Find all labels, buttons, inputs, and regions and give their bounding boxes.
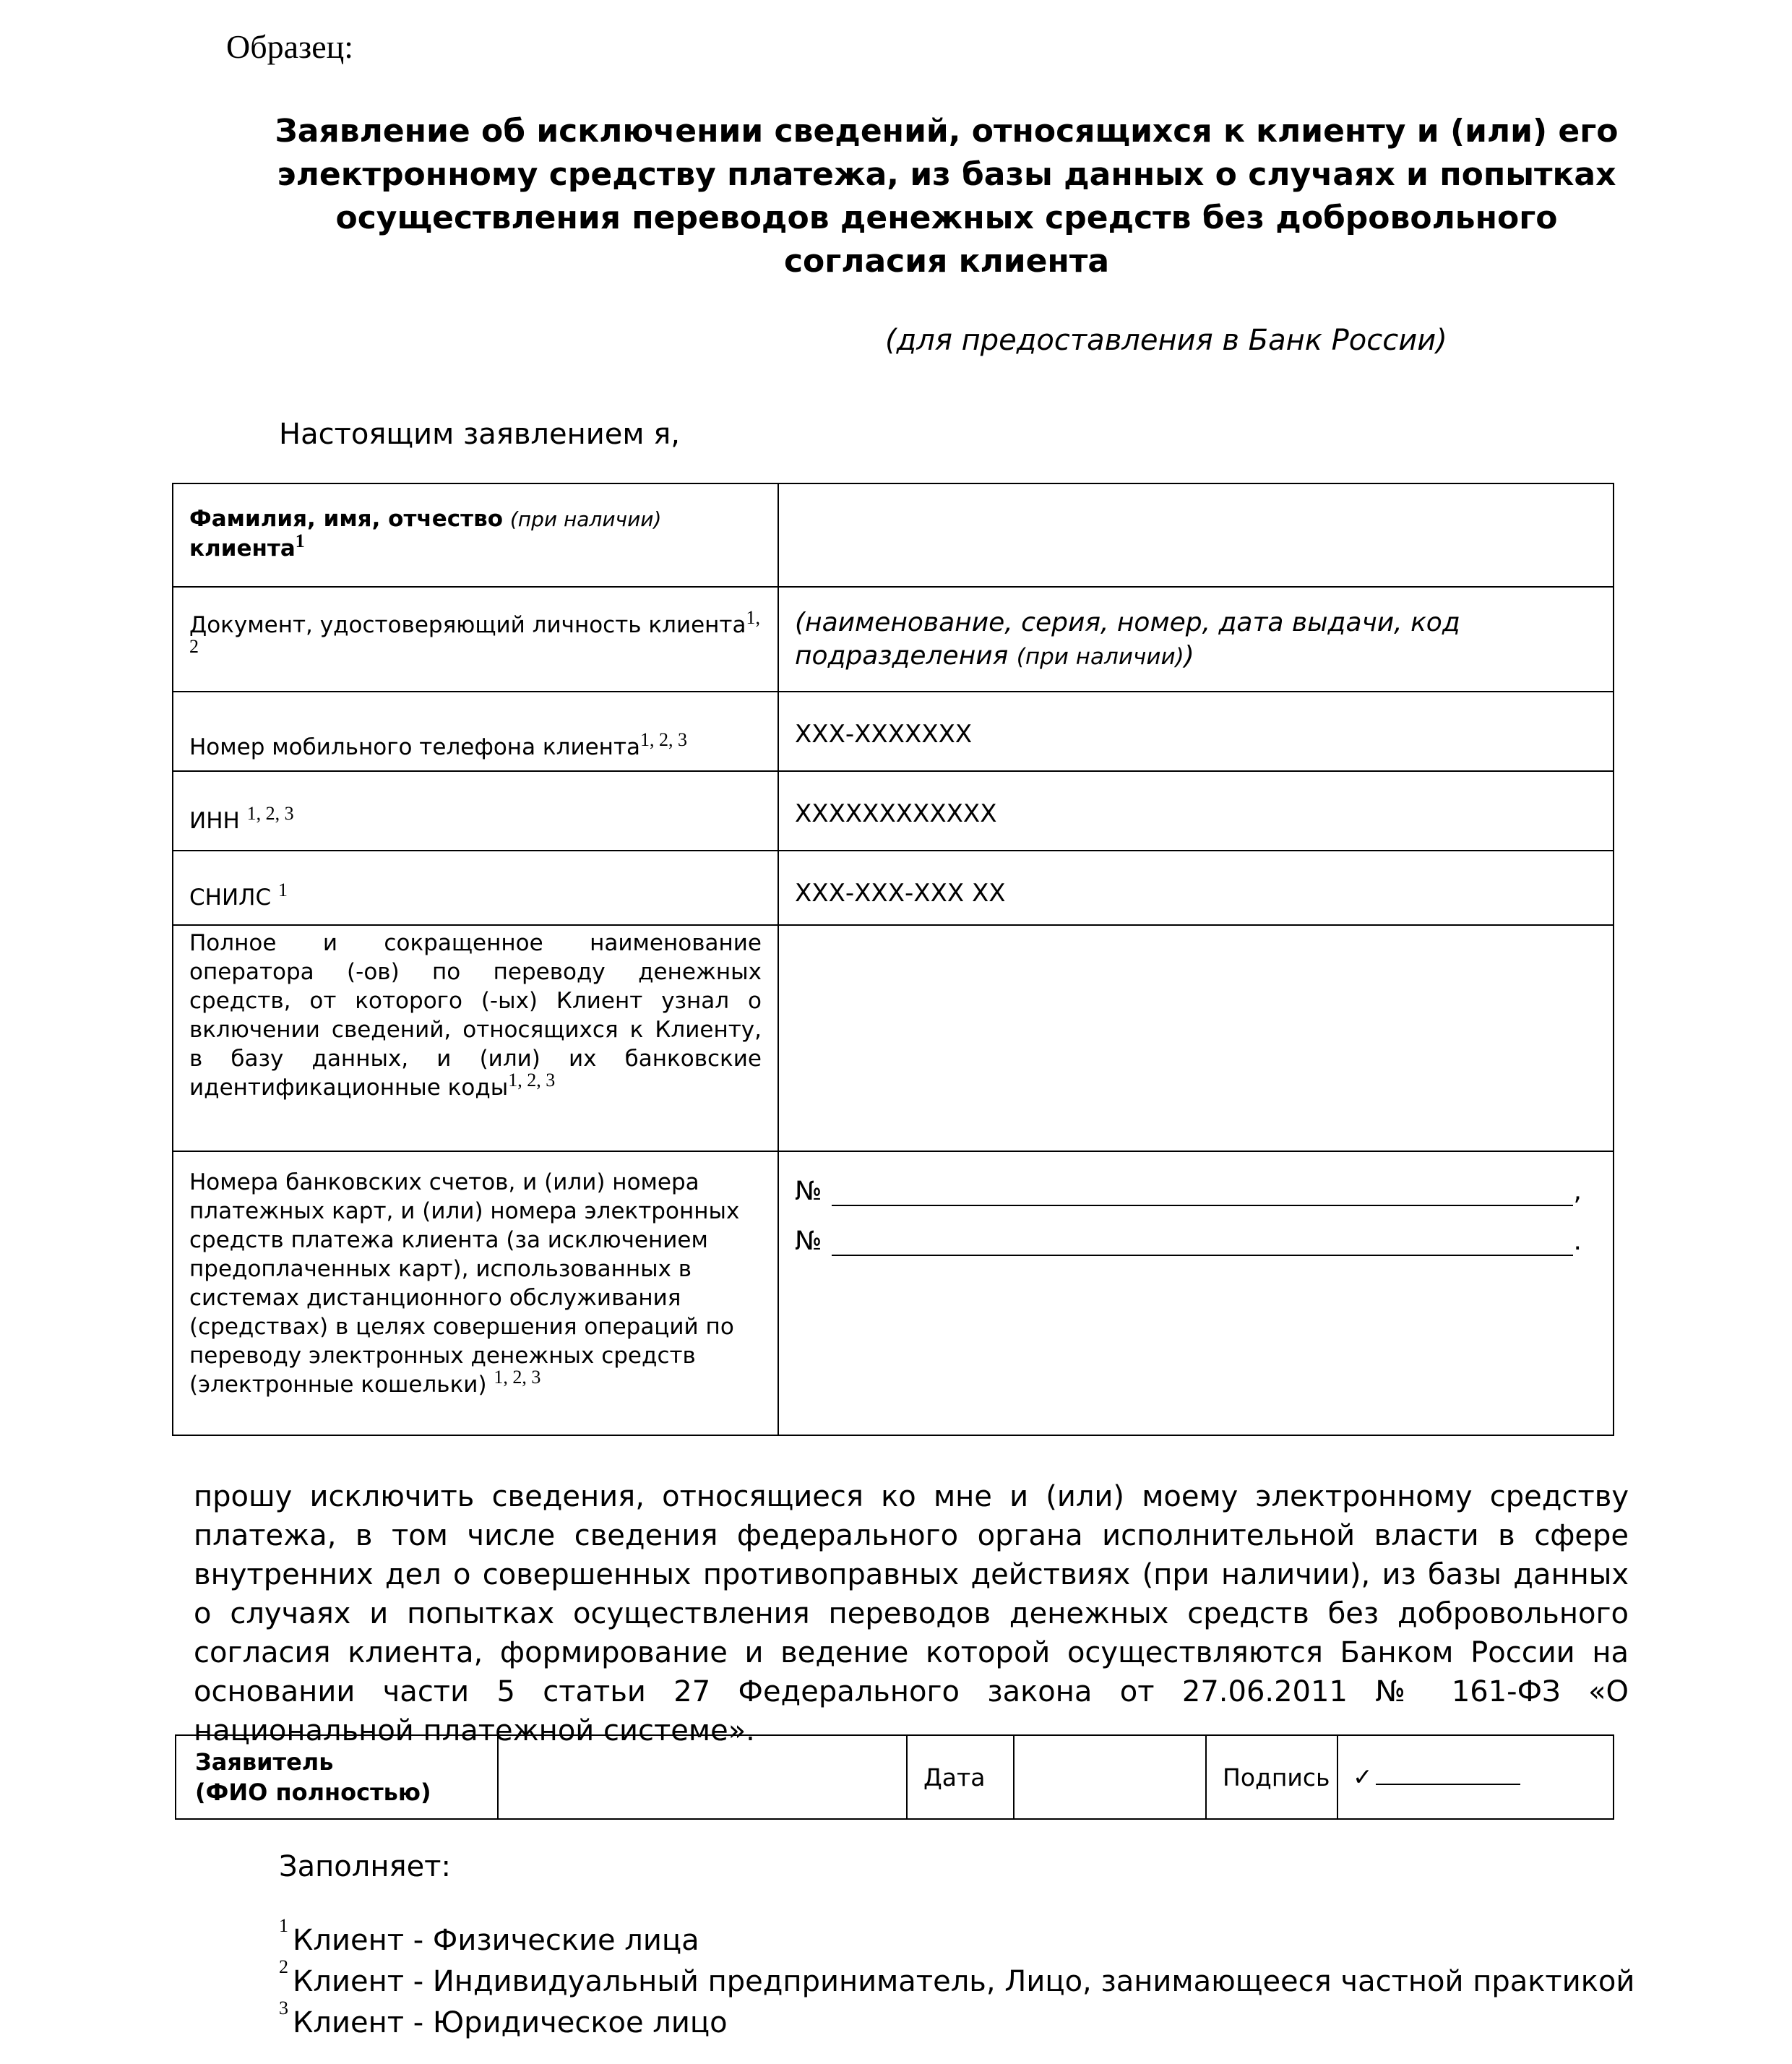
table-row (173, 483, 1614, 587)
inn-value-cell[interactable] (778, 771, 1614, 851)
table-row (173, 851, 1614, 925)
table-row (176, 1735, 1614, 1819)
intro-text: Настоящим заявлением я, (279, 418, 680, 451)
table-row (173, 1151, 1614, 1435)
table-row (173, 925, 1614, 1151)
footnote-text: Клиент - Юридическое лицо (293, 2006, 728, 2039)
account-number-line-1[interactable] (795, 1177, 1597, 1206)
account-number-blank[interactable] (832, 1233, 1573, 1256)
footnote-number: 3 (279, 1998, 288, 2018)
doc-label: Документ, удостоверяющий личность клиента (189, 611, 746, 638)
date-field[interactable] (1014, 1735, 1206, 1819)
account-number-line-2[interactable] (795, 1226, 1597, 1256)
subtitle-text: (для предоставления в Банк России) (885, 324, 1447, 357)
fio-label-note: (при наличии) (509, 507, 662, 531)
footnote-item (279, 1915, 1634, 1965)
signature-line (1376, 1766, 1520, 1785)
footnote-number: 2 (279, 1956, 288, 1977)
fio-value-cell[interactable] (778, 483, 1614, 587)
document-title: Заявление об исключении сведений, относящихся к клиенту и (или) его электронному средству платежа, из базы данных о случаях и попытках осуществления переводов денежных средств без добровольного согласия клиента (275, 113, 1619, 280)
fio-label-cell (173, 483, 778, 587)
doc-footnote-ref: 1, 2 (189, 606, 760, 657)
fio-label-client: клиента (189, 536, 296, 562)
doc-label-cell (173, 587, 778, 692)
phone-footnote-ref: 1, 2, 3 (640, 729, 687, 750)
document-subtitle (260, 324, 1633, 357)
applicant-label-cell (176, 1735, 498, 1819)
account-number-sign: № (795, 1226, 822, 1256)
table-row (173, 771, 1614, 851)
operator-label: Полное и сокращенное наименование оператора (-ов) по переводу денежных средств, от которого (-ых) Клиент узнал о включении сведений, относящихся к Клиенту, в базу данных, и (или) их банковские идентификационные коды (189, 930, 762, 1101)
snils-value-cell[interactable] (778, 851, 1614, 925)
checkmark-icon: ✓ (1353, 1765, 1373, 1791)
phone-value-cell[interactable] (778, 692, 1614, 771)
request-text: прошу исключить сведения, относящиеся ко мне и (или) моему электронному средству платежа, в том числе сведения федерального органа исполнительной власти в сфере внутренних дел о совершенных противоправных действиях (при наличии), из базы данных о случаях и попытках осуществления переводов денежных средств без добровольного согласия клиента, формирование и ведение которой осуществляются Банком России на основании части 5 статьи 27 Федерального закона от 27.06.2011 № 161-ФЗ «О национальной платежной системе». (194, 1480, 1629, 1747)
table-row (173, 692, 1614, 771)
inn-label-cell (173, 771, 778, 851)
phone-label: Номер мобильного телефона клиента (189, 734, 640, 760)
footnotes-list (279, 1915, 1635, 2047)
operator-footnote-ref: 1, 2, 3 (508, 1070, 556, 1091)
footnote-text: Клиент - Индивидуальный предприниматель, Лицо, занимающееся частной практикой (293, 1965, 1635, 1998)
footnote-item (279, 1956, 1635, 2006)
signature-field[interactable] (1337, 1735, 1614, 1819)
applicant-label: Заявитель (195, 1748, 334, 1776)
fio-footnote-ref: 1 (295, 530, 305, 551)
accounts-footnote-ref: 1, 2, 3 (494, 1367, 541, 1388)
account-line-end: . (1573, 1226, 1582, 1256)
accounts-label-cell (173, 1151, 778, 1435)
signature-label-cell (1206, 1735, 1337, 1819)
snils-label: СНИЛС (189, 885, 272, 911)
snils-footnote-ref: 1 (277, 880, 288, 900)
sample-label: Образец: (226, 28, 354, 65)
operator-value-cell[interactable] (778, 925, 1614, 1151)
doc-value-hint: (наименование, серия, номер, дата выдачи, код подразделения (795, 608, 1460, 671)
account-number-blank[interactable] (832, 1183, 1573, 1206)
date-label: Дата (923, 1763, 986, 1792)
doc-value-hint-end: ) (1184, 641, 1194, 671)
phone-label-cell (173, 692, 778, 771)
table-row (173, 587, 1614, 692)
account-number-sign: № (795, 1177, 822, 1206)
fio-label: Фамилия, имя, отчество (189, 506, 503, 532)
signature-table (175, 1734, 1614, 1820)
footnote-item (279, 1998, 1634, 2047)
signature-label: Подпись (1223, 1763, 1330, 1792)
footnote-text: Клиент - Физические лица (293, 1924, 699, 1957)
doc-value-cell[interactable] (778, 587, 1614, 692)
accounts-label: Номера банковских счетов, и (или) номера платежных карт, и (или) номера электронных средств платежа клиента (за исключением предоплаченных карт), использованных в системах дистанционного обслуживания (средствах) в целях совершения операций по переводу электронных денежных средств (электронные кошельки) (189, 1169, 740, 1398)
inn-footnote-ref: 1, 2, 3 (246, 803, 294, 824)
fill-label: Заполняет: (279, 1850, 451, 1883)
date-label-cell (907, 1735, 1014, 1819)
inn-value: ХХХХХХХХХХХХ (795, 799, 997, 828)
doc-value-hint-note: (при наличии) (1016, 644, 1184, 670)
applicant-label-note: (ФИО полностью) (195, 1779, 431, 1806)
applicant-fio-field[interactable] (498, 1735, 907, 1819)
footnote-number: 1 (279, 1915, 288, 1936)
phone-value: ХХХ-ХХХХХХХ (795, 720, 973, 749)
inn-label: ИНН (189, 808, 240, 834)
account-line-end: , (1573, 1177, 1582, 1206)
accounts-value-cell (778, 1151, 1614, 1435)
snils-value: ХХХ-ХХХ-ХХХ ХХ (795, 879, 1006, 908)
operator-label-cell (173, 925, 778, 1151)
client-info-table (172, 483, 1614, 1436)
snils-label-cell (173, 851, 778, 925)
